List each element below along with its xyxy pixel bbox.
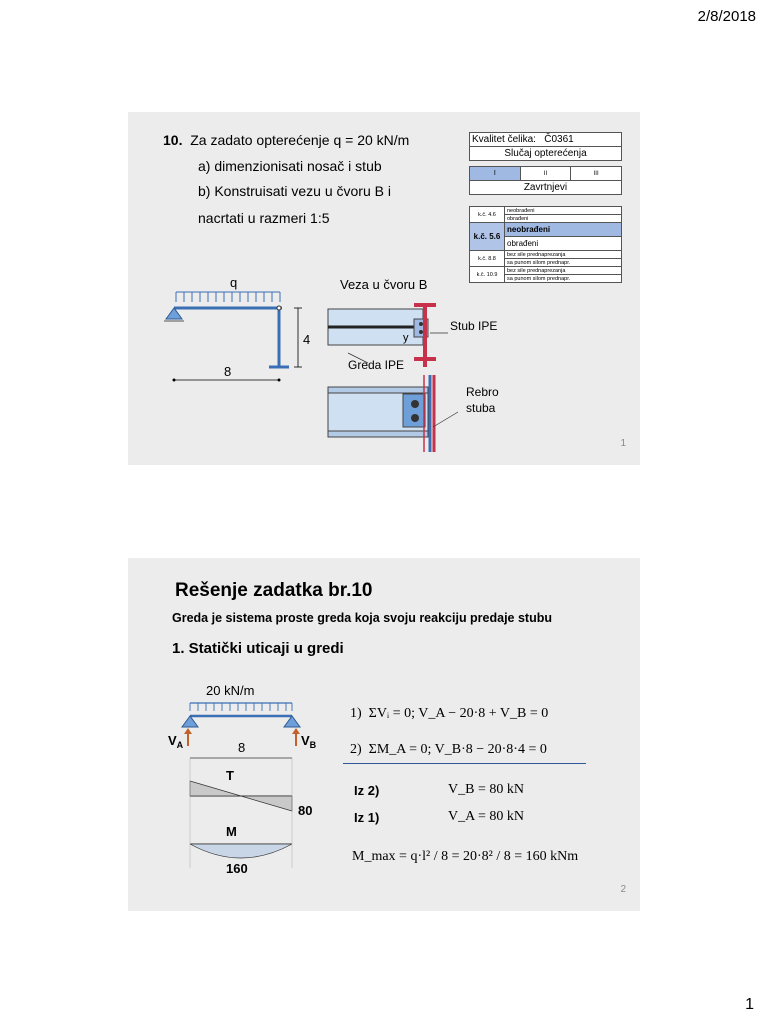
item-b: b) Konstruisati vezu u čvoru B i bbox=[198, 183, 391, 199]
solution-subtitle: Greda je sistema proste greda koja svoju reakciju predaje stubu bbox=[172, 611, 553, 625]
frame-diagram bbox=[158, 272, 318, 392]
support-a-icon bbox=[182, 716, 198, 727]
equation-1-text: ΣVᵢ = 0; V_A − 20·8 + V_B = 0 bbox=[368, 706, 549, 721]
span-label: 8 bbox=[224, 364, 232, 379]
load-case-3: III bbox=[571, 167, 622, 181]
equation-2 bbox=[350, 742, 547, 758]
steel-quality-label: Kvalitet čelika: bbox=[472, 134, 536, 145]
connection-title: Veza u čvoru B bbox=[340, 277, 428, 292]
bolt-2 bbox=[411, 414, 419, 422]
equation-divider bbox=[343, 763, 586, 764]
slide-number: 1 bbox=[620, 438, 626, 449]
bolt-1 bbox=[411, 400, 419, 408]
reaction-b-label: $V_B$ bbox=[301, 733, 317, 750]
bolt-grade-table bbox=[469, 206, 622, 283]
slide-2 bbox=[128, 558, 640, 911]
shear-label: T bbox=[226, 768, 234, 783]
bolt-46-b: obrađeni bbox=[505, 215, 622, 223]
beam-diagram bbox=[158, 678, 333, 878]
equation-1-number: 1) bbox=[350, 706, 362, 721]
print-date: 2/8/2018 bbox=[697, 8, 756, 25]
section-heading: 1. Statički uticaji u gredi bbox=[172, 640, 344, 657]
bolt-109-a: bez sile prednaprezanja bbox=[505, 267, 622, 275]
load-case-table bbox=[469, 166, 622, 195]
moment-label: M bbox=[226, 824, 237, 839]
node-b-hinge bbox=[277, 306, 281, 310]
bolt-grade-56: k.č. 5.6 bbox=[470, 223, 505, 251]
equation-2-text: ΣM_A = 0; V_B·8 − 20·8·4 = 0 bbox=[368, 742, 547, 757]
slide-1 bbox=[128, 112, 640, 465]
solution-title: Rešenje zadatka br.10 bbox=[175, 580, 373, 601]
moment-value: 160 bbox=[226, 861, 248, 876]
equation-2-number: 2) bbox=[350, 742, 362, 757]
steel-code: Č0361 bbox=[544, 134, 574, 145]
task-text: Za zadato opterećenje q = 20 kN/m bbox=[190, 132, 410, 148]
load-case-header: Slučaj opterećenja bbox=[470, 147, 622, 161]
bolt-88-a: bez sile prednaprezanja bbox=[505, 251, 622, 259]
end-plate bbox=[403, 394, 425, 427]
rebro-label: Rebro bbox=[466, 385, 499, 399]
bolt-46-a: neobrađeni bbox=[505, 207, 622, 215]
support-b-icon bbox=[284, 716, 300, 727]
vb-result: V_B = 80 kN bbox=[448, 782, 524, 797]
load-case-1: I bbox=[470, 167, 521, 181]
load-case-2: II bbox=[520, 167, 571, 181]
bolt-88-b: sa punom silom prednapr. bbox=[505, 259, 622, 267]
greda-label: Greda IPE bbox=[348, 358, 405, 372]
equation-1 bbox=[350, 706, 548, 722]
pin-support-icon bbox=[166, 308, 182, 319]
from-eq1-label: Iz 1) bbox=[354, 810, 380, 825]
item-b-continued: nacrtati u razmeri 1:5 bbox=[198, 210, 330, 226]
stub-label: Stub IPE bbox=[450, 319, 498, 333]
task-line bbox=[163, 132, 409, 148]
task-number: 10. bbox=[163, 132, 183, 148]
slide-number: 2 bbox=[620, 884, 626, 895]
span-value: 8 bbox=[238, 740, 246, 755]
mmax-formula: M_max = q·l² / 8 = 20·8² / 8 = 160 kNm bbox=[352, 849, 579, 864]
shear-value: 80 bbox=[298, 803, 313, 818]
stuba-label: stuba bbox=[466, 401, 496, 415]
bolt-56-b: obrađeni bbox=[505, 237, 622, 251]
y-axis-label: y bbox=[403, 332, 409, 344]
steel-quality-table bbox=[469, 132, 622, 161]
bolt-grade-88: k.č. 8.8 bbox=[470, 251, 505, 267]
va-result: V_A = 80 kN bbox=[448, 809, 524, 824]
load-q-label: q bbox=[230, 275, 238, 290]
shear-negative bbox=[241, 796, 292, 811]
shear-positive bbox=[190, 781, 241, 796]
bolts-header: Zavrtnjevi bbox=[470, 181, 622, 195]
bolt-grade-46: k.č. 4.6 bbox=[470, 207, 505, 223]
height-label: 4 bbox=[303, 332, 311, 347]
page-number: 1 bbox=[745, 996, 754, 1013]
item-a: a) dimenzionisati nosač i stub bbox=[198, 158, 382, 174]
from-eq2-label: Iz 2) bbox=[354, 783, 380, 798]
reaction-a-label: $V_A$ bbox=[168, 733, 184, 750]
moment-parabola bbox=[190, 844, 292, 858]
bolt-56-a: neobrađeni bbox=[505, 223, 622, 237]
bolt-grade-109: k.č. 10.9 bbox=[470, 267, 505, 283]
load-value: 20 kN/m bbox=[206, 683, 255, 698]
bolt-109-b: sa punom silom prednapr. bbox=[505, 275, 622, 283]
